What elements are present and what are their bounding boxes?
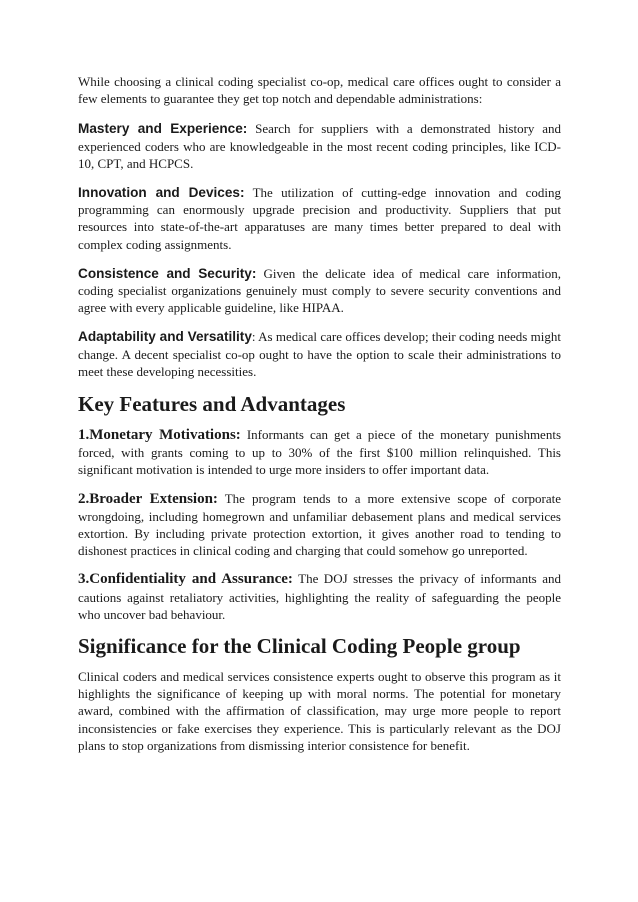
significance-heading: Significance for the Clinical Coding People group bbox=[78, 634, 521, 659]
document-page bbox=[78, 73, 561, 754]
criteria-item-innovation bbox=[78, 184, 561, 253]
criteria-item-mastery bbox=[78, 120, 561, 172]
criteria-text: : As medical care offices develop; their coding needs might change. A decent specialist co-op ought to have the option to scale their administrations to meet these developing necessities. bbox=[78, 329, 561, 379]
feature-title: 3.Confidentiality and Assurance: bbox=[78, 571, 293, 588]
feature-text: Informants can get a piece of the monetary punishments forced, with grants coming to up to 30% of the first $100 million relinquished. This significant motivation is intended to urge more insiders to offer important data. bbox=[78, 427, 561, 478]
significance-paragraph: Clinical coders and medical services consistence experts ought to observe this program as it highlights the significance of keeping up with moral norms. The potential for monetary award, combined with the affirmation of classification, may urge more people to report inconsistencies or fake exercises they experience. This is particularly relevant as the DOJ plans to stop organizations from dismissing interior consistence for benefit. bbox=[78, 669, 561, 753]
feature-title: 2.Broader Extension: bbox=[78, 490, 218, 507]
feature-title: 1.Monetary Motivations: bbox=[78, 427, 241, 444]
feature-item-monetary bbox=[78, 426, 561, 479]
feature-item-extension bbox=[78, 490, 561, 560]
feature-item-confidentiality bbox=[78, 570, 561, 623]
criteria-text: The utilization of cutting-edge innovation and coding programming can enormously upgrade precision and productivity. Suppliers that put resources into state-of-the-art apparatuses are many times better prepared to deal with complex coding assignments. bbox=[78, 185, 561, 252]
criteria-text: Search for suppliers with a demonstrated history and experienced coders who are knowledgeable in the most recent coding principles, like ICD-10, CPT, and HCPCS. bbox=[78, 121, 562, 171]
criteria-text: Given the delicate idea of medical care information, coding specialist organizations genuinely must comply to severe security conventions and agree with every applicable guideline, like HIPAA. bbox=[78, 265, 561, 316]
criteria-item-consistence bbox=[78, 265, 561, 317]
criteria-title: Mastery and Experience: bbox=[78, 121, 248, 137]
criteria-item-adaptability bbox=[78, 328, 561, 380]
criteria-title: Innovation and Devices: bbox=[78, 185, 245, 201]
criteria-title: Adaptability and Versatility bbox=[78, 329, 252, 345]
feature-text: The DOJ stresses the privacy of informants and cautions against retaliatory activities, highlighting the reality of safeguarding the people who uncover bad behaviour. bbox=[78, 571, 561, 622]
criteria-title: Consistence and Security: bbox=[78, 265, 257, 281]
intro-paragraph: While choosing a clinical coding specialist co-op, medical care offices ought to consider a few elements to guarantee they get top notch and dependable administrations: bbox=[78, 74, 561, 107]
features-heading: Key Features and Advantages bbox=[78, 392, 346, 417]
feature-text: The program tends to a more extensive scope of corporate wrongdoing, including homegrown and unfamiliar debasement plans and medical services extortion. By including private protection extortion, it gives another road to tending to dishonest practices in clinical coding and charging that could somehow go unreported. bbox=[78, 490, 561, 559]
